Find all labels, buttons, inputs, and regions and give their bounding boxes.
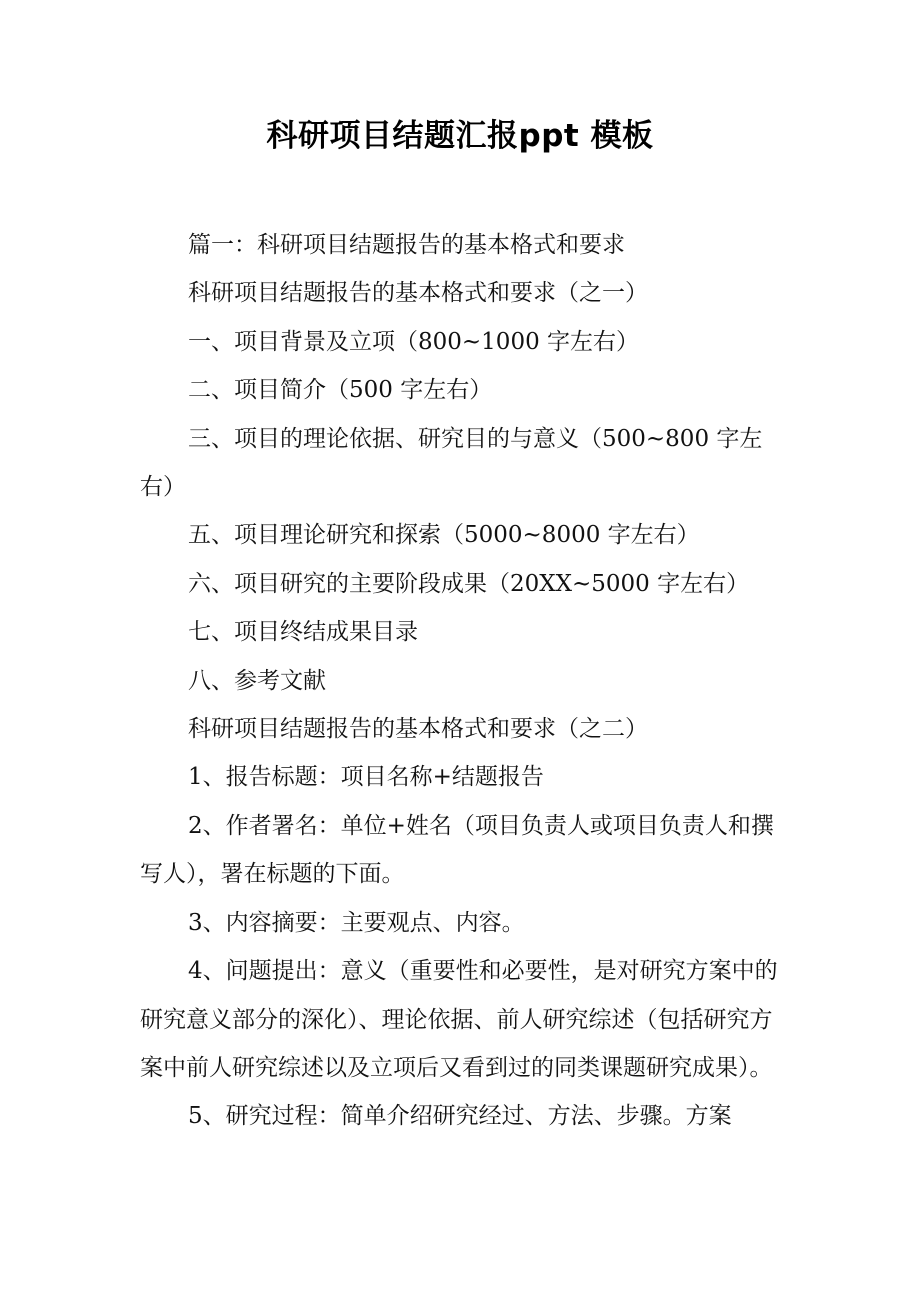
paragraph-6: 五、项目理论研究和探索（5000~8000 字左右） xyxy=(188,522,700,549)
paragraph-1: 篇一：科研项目结题报告的基本格式和要求 xyxy=(188,232,625,258)
paragraph-15: 5、研究过程：简单介绍研究经过、方法、步骤。方案 xyxy=(188,1103,732,1130)
paragraph-11: 1、报告标题：项目名称+结题报告 xyxy=(188,764,544,791)
document-title: 科研项目结题汇报ppt 模板 xyxy=(266,118,654,154)
paragraph-10: 科研项目结题报告的基本格式和要求（之二） xyxy=(188,716,648,743)
paragraph-7: 六、项目研究的主要阶段成果（20XX~5000 字左右） xyxy=(188,570,750,597)
paragraph-9: 八、参考文献 xyxy=(188,667,326,694)
paragraph-3: 一、项目背景及立项（800~1000 字左右） xyxy=(188,328,640,355)
paragraph-5: 三、项目的理论依据、研究目的与意义（500~800 字左右） xyxy=(140,425,763,501)
paragraph-14: 4、问题提出：意义（重要性和必要性，是对研究方案中的研究意义部分的深化）、理论依据、前人研究综述（包括研究方案中前人研究综述以及立项后又看到过的同类课题研究成果）。 xyxy=(140,958,778,1081)
paragraph-4: 二、项目简介（500 字左右） xyxy=(188,377,493,404)
paragraph-13: 3、内容摘要：主要观点、内容。 xyxy=(188,909,525,936)
paragraph-8: 七、项目终结成果目录 xyxy=(188,619,418,646)
paragraph-12: 2、作者署名：单位+姓名（项目负责人或项目负责人和撰写人），署在标题的下面。 xyxy=(140,812,774,888)
document-body xyxy=(140,221,782,1141)
paragraph-2: 科研项目结题报告的基本格式和要求（之一） xyxy=(188,280,648,307)
